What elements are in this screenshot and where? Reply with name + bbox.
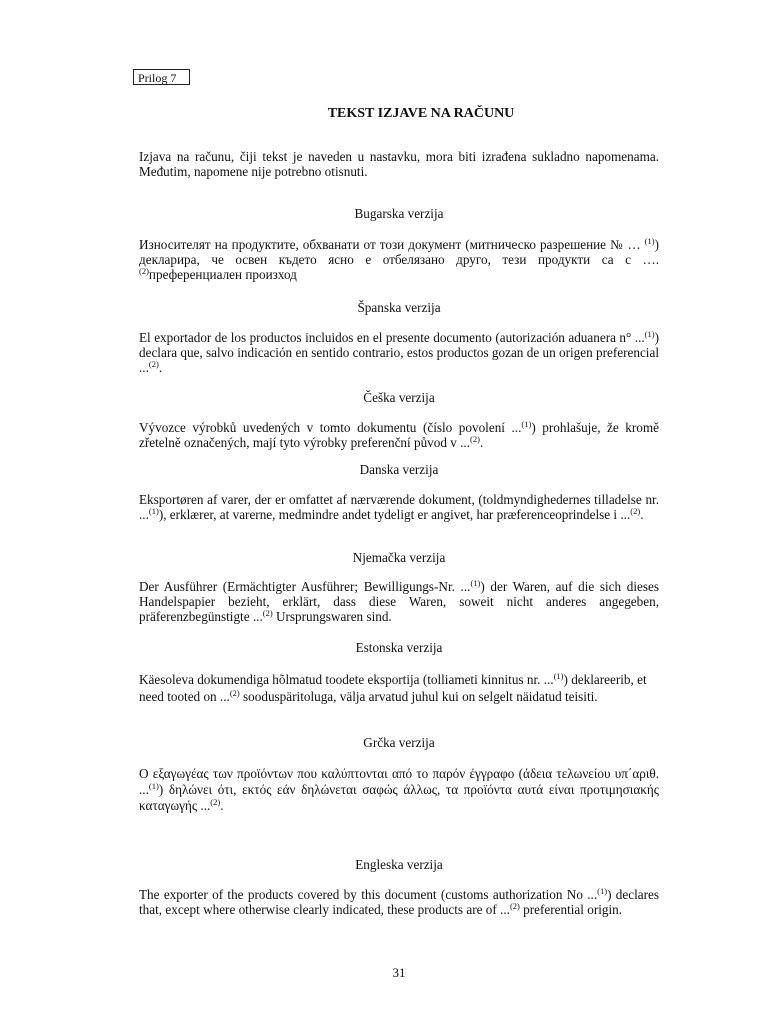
paragraph-german xyxy=(139,579,659,624)
text-part: ) declara que, salvo indicación en sentido contrario, estos productos gozan de un origen preferencial ... xyxy=(139,330,659,375)
text-part: Käesoleva dokumendiga hõlmatud toodete eksportija (tolliameti kinnitus nr. ... xyxy=(139,672,554,687)
heading-danish: Danska verzija xyxy=(359,462,439,477)
heading-bulgarian: Bugarska verzija xyxy=(354,206,444,221)
paragraph-czech xyxy=(139,420,659,450)
text-part: . xyxy=(479,435,484,450)
paragraph-spanish xyxy=(139,330,659,375)
text-part: El exportador de los productos incluidos en el presente documento (autorización aduanera n° ... xyxy=(139,330,645,345)
text-part: ) prohlašuje, že kromě zřetelně označených, mají tyto výrobky preferenční původ v ... xyxy=(139,420,659,450)
heading-czech: Češka verzija xyxy=(363,390,435,405)
paragraph-english xyxy=(139,887,659,917)
heading-german: Njemačka verzija xyxy=(352,550,446,565)
paragraph-danish xyxy=(139,492,659,522)
footnote-ref-1: (1) xyxy=(597,886,608,896)
footnote-ref-1: (1) xyxy=(470,578,481,588)
text-part: Der Ausführer (Ermächtigter Ausführer; Bewilligungs-Nr. ... xyxy=(139,579,471,594)
paragraph-estonian xyxy=(139,671,659,705)
text-part: Ursprungswaren sind. xyxy=(272,609,392,624)
text-part: ) declares that, except where otherwise clearly indicated, these products are of ... xyxy=(139,887,659,917)
heading-estonian: Estonska verzija xyxy=(355,640,443,655)
page-number: 31 xyxy=(392,965,406,980)
footnote-ref-2: (2) xyxy=(509,901,520,911)
intro-paragraph: Izjava na računu, čiji tekst je naveden u nastavku, mora biti izrađena sukladno napomenama. Međutim, napomene nije potrebno otisnuti. xyxy=(139,149,659,179)
paragraph-greek xyxy=(139,766,659,814)
text-part: ) δηλώνει ότι, εκτός εάν δηλώνεται σαφώς άλλως, τα προϊόντα αυτά είναι προτιμησιακής καταγωγής ... xyxy=(139,782,659,813)
text-part: Eksportøren af varer, der er omfattet af nærværende dokument, (toldmyndighedernes tilladelse nr. ... xyxy=(139,492,659,522)
text-part: Vývozce výrobků uvedených v tomto dokumentu (číslo povolení ... xyxy=(139,420,522,435)
text-part: ) der Waren, auf die sich dieses Handelspapier bezieht, erklärt, dass diese Waren, soweit nicht anderes angegeben, präferenzbegünstigte ... xyxy=(139,579,659,624)
text-part: . xyxy=(158,360,163,375)
heading-spanish: Španska verzija xyxy=(357,300,441,315)
footnote-ref-1: (1) xyxy=(148,506,159,516)
footnote-ref-2: (2) xyxy=(262,608,273,618)
footnote-ref-2: (2) xyxy=(148,359,159,369)
footnote-ref-2: (2) xyxy=(139,266,149,276)
annex-label: Prilog 7 xyxy=(133,69,190,85)
text-part: . xyxy=(640,507,644,522)
footnote-ref-2: (2) xyxy=(470,434,480,444)
footnote-ref-1: (1) xyxy=(644,329,655,339)
footnote-ref-2: (2) xyxy=(210,797,221,807)
text-part: preferential origin. xyxy=(519,902,623,917)
text-part: преференциален произход xyxy=(148,267,297,282)
footnote-ref-2: (2) xyxy=(630,506,641,516)
heading-greek: Grčka verzija xyxy=(363,735,435,750)
text-part: sooduspäritoluga, välja arvatud juhul kui on selgelt näidatud teisiti. xyxy=(239,689,598,704)
text-part: The exporter of the products covered by this document (customs authorization No ... xyxy=(139,887,598,902)
footnote-ref-1: (1) xyxy=(521,419,532,429)
page-title: TEKST IZJAVE NA RAČUNU xyxy=(327,106,515,121)
text-part: Ο εξαγωγέας των προϊόντων που καλύπτονται από το παρόν έγγραφο (άδεια τελωνείου υπ΄αριθ. ... xyxy=(139,766,659,797)
heading-english: Engleska verzija xyxy=(355,857,443,872)
footnote-ref-1: (1) xyxy=(553,671,564,681)
text-part: . xyxy=(220,798,224,813)
footnote-ref-1: (1) xyxy=(644,236,655,246)
text-part: ) декларира, че освен където ясно е отбелязано друго, тези продукти са с …. xyxy=(139,237,659,267)
text-part: Износителят на продуктите, обхванати от този документ (митническо разрешение № … xyxy=(139,237,645,252)
text-part: ) deklareerib, et need tooted on ... xyxy=(139,672,647,704)
footnote-ref-2: (2) xyxy=(229,688,240,698)
footnote-ref-1: (1) xyxy=(148,781,159,791)
paragraph-bulgarian xyxy=(139,237,659,282)
text-part: ), erklærer, at varerne, medmindre andet tydeligt er angivet, har præferenceoprindelse i ... xyxy=(158,507,631,522)
